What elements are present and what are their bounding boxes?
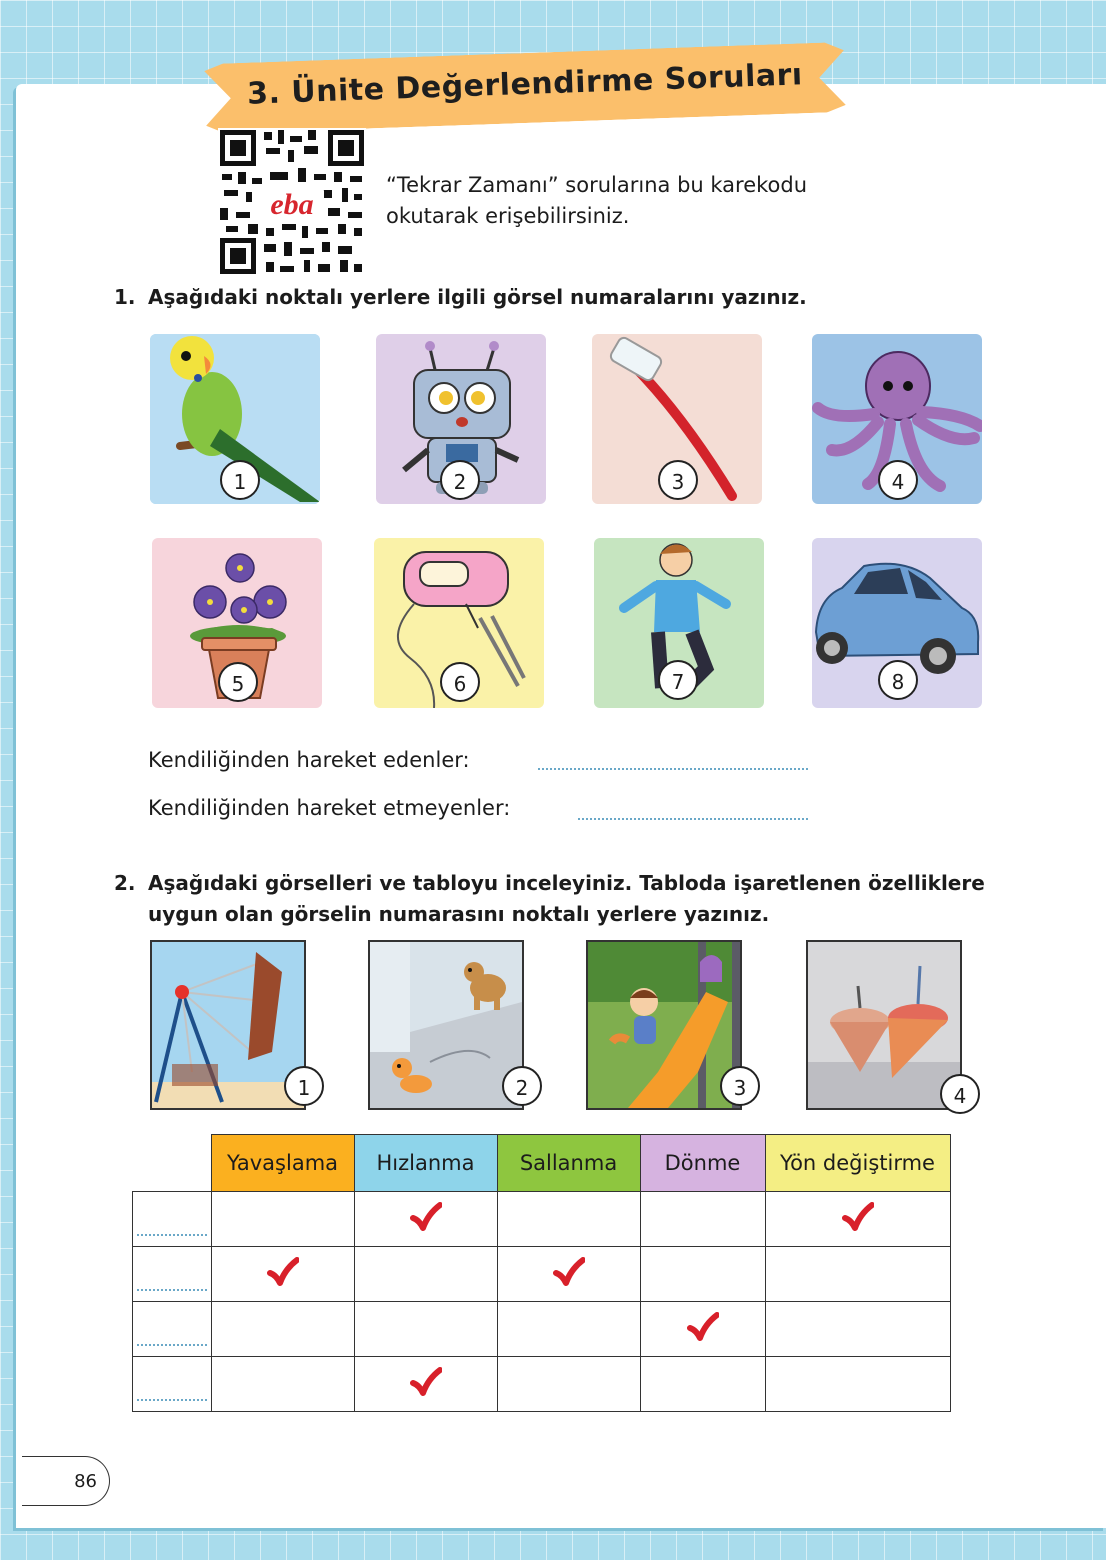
table-cell [497,1192,640,1247]
image-number: 1 [220,460,260,500]
image-number: 8 [878,660,918,700]
table-cell [211,1302,354,1357]
table-cell [497,1357,640,1412]
image-card-car [812,538,982,708]
image-number: 3 [658,460,698,500]
row-answer-cell[interactable] [133,1192,212,1247]
qr-instruction-text: “Tekrar Zamanı” sorularına bu karekodu okutarak erişebilirsiniz. [386,173,808,228]
table-cell [354,1192,497,1247]
label-self-moving: Kendiliğinden hareket edenler: [148,748,470,772]
header-yon-degistirme: Yön değiştirme [765,1135,950,1192]
header-donme: Dönme [640,1135,765,1192]
table-cell [640,1357,765,1412]
image-number: 4 [940,1074,980,1114]
table-cell [211,1247,354,1302]
table-cell [497,1302,640,1357]
image-card-parakeet [150,334,320,504]
image-card-dog-cat [368,940,529,1110]
image-number: 2 [440,460,480,500]
checkmark-icon [687,1312,719,1342]
table-cell [765,1302,950,1357]
question-2-text-line1: Aşağıdaki görselleri ve tabloyu inceleyiniz. Tabloda işaretlenen özelliklere [148,871,985,895]
header-sallanma: Sallanma [497,1135,640,1192]
image-card-ferris-wheel [150,940,311,1110]
row-answer-cell[interactable] [133,1357,212,1412]
row-answer-cell[interactable] [133,1247,212,1302]
table-cell [640,1192,765,1247]
page-number: 86 [22,1456,110,1506]
image-number: 5 [218,662,258,702]
answer-dotted-line[interactable] [137,1399,207,1401]
table-cell [640,1302,765,1357]
table-cell [640,1247,765,1302]
image-number: 4 [878,460,918,500]
answer-dotted-line[interactable] [137,1289,207,1291]
child-on-slide-icon [588,942,740,1108]
question-2-text-line2: uygun olan görselin numarasını noktalı yerlere yazınız. [148,902,770,926]
table-cell [765,1247,950,1302]
image-card-boy [594,538,764,708]
checkmark-icon [410,1367,442,1397]
answer-dotted-line[interactable] [137,1234,207,1236]
image-number: 1 [284,1066,324,1106]
table-cell [354,1302,497,1357]
table-cell [354,1357,497,1412]
image-card-flower-pot [152,538,322,708]
image-card-spinning-top [806,940,967,1110]
label-not-self-moving: Kendiliğinden hareket etmeyenler: [148,796,511,820]
header-hizlanma: Hızlanma [354,1135,497,1192]
table-row [133,1247,951,1302]
checkmark-icon [553,1257,585,1287]
eba-logo-text: eba [270,188,314,221]
checkmark-icon [410,1202,442,1232]
answer-dotted-line[interactable] [137,1344,207,1346]
features-table [132,1134,951,1412]
answer-line-self-moving[interactable] [538,768,808,770]
header-yavaslama: Yavaşlama [211,1135,354,1192]
table-cell [211,1192,354,1247]
image-number: 2 [502,1066,542,1106]
question-1-text: Aşağıdaki noktalı yerlere ilgili görsel numaralarını yazınız. [148,285,807,309]
question-1-title [114,282,807,313]
checkmark-icon [267,1257,299,1287]
image-card-hand-mixer [374,538,544,708]
image-card-octopus [812,334,982,504]
question-2-number: 2. [114,871,136,895]
ferris-wheel-icon [152,942,304,1108]
image-card-toothbrush [592,334,762,504]
image-number: 3 [720,1066,760,1106]
dog-chasing-cat-icon [370,942,522,1108]
table-row [133,1302,951,1357]
table-cell [765,1192,950,1247]
qr-code-icon[interactable] [218,128,366,276]
page-title: 3. Ünite Değerlendirme Soruları [246,57,804,112]
answer-line-not-self-moving[interactable] [578,818,808,820]
image-card-slide [586,940,747,1110]
table-row [133,1357,951,1412]
image-number: 7 [658,660,698,700]
table-cell [765,1357,950,1412]
table-cell [354,1247,497,1302]
image-number: 6 [440,662,480,702]
question-1-number: 1. [114,285,136,309]
table-row [133,1192,951,1247]
checkmark-icon [842,1202,874,1232]
question-2-title [114,868,985,930]
table-cell [497,1247,640,1302]
table-cell [211,1357,354,1412]
row-answer-cell[interactable] [133,1302,212,1357]
spinning-top-icon [808,942,960,1108]
image-card-robot [376,334,546,504]
